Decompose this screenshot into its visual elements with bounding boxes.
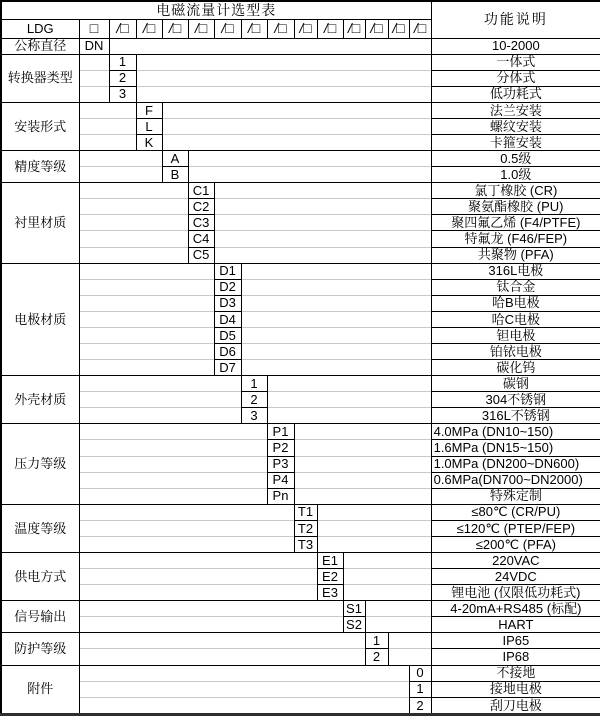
empty-cell	[79, 215, 188, 231]
function-cell: 哈B电极	[431, 295, 600, 311]
code-cell: A	[162, 151, 188, 167]
empty-cell	[79, 247, 188, 263]
code-cell: D5	[214, 327, 241, 343]
empty-cell	[294, 424, 431, 440]
empty-cell	[79, 343, 214, 359]
table-title: 电磁流量计选型表	[1, 1, 431, 19]
empty-cell	[214, 231, 431, 247]
empty-cell	[79, 536, 294, 552]
empty-cell	[188, 151, 431, 167]
category-cell: 外壳材质	[1, 376, 79, 424]
code-cell: 3	[241, 408, 267, 424]
code-cell: S2	[343, 617, 365, 633]
model-slot-checkbox-icon: /□	[317, 19, 343, 38]
function-cell: HART	[431, 617, 600, 633]
empty-cell	[79, 585, 317, 601]
function-cell: 卡箍安装	[431, 134, 600, 150]
code-cell: D7	[214, 360, 241, 376]
code-cell: 2	[409, 697, 431, 714]
code-cell: P1	[267, 424, 294, 440]
category-cell: 温度等级	[1, 504, 79, 552]
code-cell: F	[136, 102, 162, 118]
code-cell: 1	[409, 681, 431, 697]
model-prefix: LDG	[1, 19, 79, 38]
category-cell: 衬里材质	[1, 183, 79, 263]
empty-cell	[241, 311, 431, 327]
function-cell: 一体式	[431, 54, 600, 70]
function-cell: 1.6MPa (DN15~150)	[431, 440, 600, 456]
model-slot-checkbox-icon: /□	[267, 19, 294, 38]
selection-table-body	[1, 1, 600, 715]
empty-cell	[79, 183, 188, 199]
empty-cell	[79, 54, 109, 70]
code-cell: 2	[109, 70, 136, 86]
empty-cell	[365, 617, 431, 633]
code-cell: DN	[79, 38, 109, 54]
empty-cell	[79, 279, 214, 295]
empty-cell	[162, 134, 431, 150]
function-cell: 0.6MPa(DN700~DN2000)	[431, 472, 600, 488]
empty-cell	[79, 488, 267, 504]
function-cell: 分体式	[431, 70, 600, 86]
empty-cell	[388, 633, 431, 649]
empty-cell	[79, 134, 136, 150]
function-cell: 220VAC	[431, 553, 600, 569]
code-cell: T2	[294, 520, 317, 536]
empty-cell	[214, 215, 431, 231]
empty-cell	[317, 536, 431, 552]
model-slot-checkbox-icon: /□	[294, 19, 317, 38]
model-slot-checkbox-icon: /□	[409, 19, 431, 38]
model-slot-checkbox-icon: /□	[241, 19, 267, 38]
model-slot-checkbox-icon: /□	[136, 19, 162, 38]
code-cell: Pn	[267, 488, 294, 504]
code-cell: D3	[214, 295, 241, 311]
category-cell: 信号输出	[1, 601, 79, 633]
function-cell: 刮刀电极	[431, 697, 600, 714]
empty-cell	[294, 456, 431, 472]
function-cell: 钛合金	[431, 279, 600, 295]
empty-cell	[294, 440, 431, 456]
empty-cell	[188, 167, 431, 183]
empty-cell	[79, 263, 214, 279]
empty-cell	[136, 86, 431, 102]
function-cell: 螺纹安装	[431, 118, 600, 134]
function-cell: 1.0级	[431, 167, 600, 183]
empty-cell	[79, 472, 267, 488]
function-cell: 4.0MPa (DN10~150)	[431, 424, 600, 440]
code-cell: S1	[343, 601, 365, 617]
function-cell: 铂铱电极	[431, 343, 600, 359]
function-cell: 钽电极	[431, 327, 600, 343]
model-slot-checkbox-icon: /□	[365, 19, 388, 38]
code-cell: 0	[409, 665, 431, 681]
code-cell: C3	[188, 215, 214, 231]
code-cell: C1	[188, 183, 214, 199]
category-cell: 防护等级	[1, 633, 79, 665]
empty-cell	[79, 665, 409, 681]
model-checkbox-icon: □	[79, 19, 109, 38]
function-cell: 4-20mA+RS485 (标配)	[431, 601, 600, 617]
code-cell: C4	[188, 231, 214, 247]
empty-cell	[79, 231, 188, 247]
code-cell: D1	[214, 263, 241, 279]
empty-cell	[294, 472, 431, 488]
empty-cell	[79, 86, 109, 102]
function-cell: ≤80℃ (CR/PU)	[431, 504, 600, 520]
code-cell: L	[136, 118, 162, 134]
empty-cell	[267, 376, 431, 392]
empty-cell	[241, 360, 431, 376]
empty-cell	[162, 118, 431, 134]
function-cell: 碳钢	[431, 376, 600, 392]
empty-cell	[79, 681, 409, 697]
category-cell: 压力等级	[1, 424, 79, 504]
model-slot-checkbox-icon: /□	[162, 19, 188, 38]
empty-cell	[214, 247, 431, 263]
function-cell: 不接地	[431, 665, 600, 681]
category-cell: 附件	[1, 665, 79, 714]
function-cell: 锂电池 (仅限低功耗式)	[431, 585, 600, 601]
model-slot-checkbox-icon: /□	[188, 19, 214, 38]
function-cell: 聚氨酯橡胶 (PU)	[431, 199, 600, 215]
code-cell: T1	[294, 504, 317, 520]
empty-cell	[136, 54, 431, 70]
model-slot-checkbox-icon: /□	[388, 19, 409, 38]
empty-cell	[317, 520, 431, 536]
empty-cell	[79, 360, 214, 376]
code-cell: C2	[188, 199, 214, 215]
function-cell: 共聚物 (PFA)	[431, 247, 600, 263]
empty-cell	[241, 279, 431, 295]
empty-cell	[343, 569, 431, 585]
empty-cell	[388, 649, 431, 665]
empty-cell	[79, 392, 241, 408]
code-cell: B	[162, 167, 188, 183]
code-cell: C5	[188, 247, 214, 263]
category-cell: 转换器类型	[1, 54, 79, 102]
function-cell: IP65	[431, 633, 600, 649]
empty-cell	[79, 102, 136, 118]
empty-cell	[79, 408, 241, 424]
empty-cell	[79, 601, 343, 617]
function-cell: 聚四氟乙烯 (F4/PTFE)	[431, 215, 600, 231]
empty-cell	[162, 102, 431, 118]
function-cell: 特殊定制	[431, 488, 600, 504]
category-cell: 电极材质	[1, 263, 79, 376]
empty-cell	[79, 697, 409, 714]
code-cell: E2	[317, 569, 343, 585]
category-cell: 供电方式	[1, 553, 79, 601]
empty-cell	[267, 408, 431, 424]
empty-cell	[79, 151, 162, 167]
empty-cell	[79, 424, 267, 440]
empty-cell	[343, 553, 431, 569]
function-cell: 316L不锈钢	[431, 408, 600, 424]
empty-cell	[343, 585, 431, 601]
function-column-header: 功能说明	[431, 1, 600, 38]
empty-cell	[241, 263, 431, 279]
empty-cell	[79, 553, 317, 569]
empty-cell	[317, 504, 431, 520]
function-cell: 316L电极	[431, 263, 600, 279]
code-cell: D6	[214, 343, 241, 359]
empty-cell	[79, 520, 294, 536]
function-cell: ≤200℃ (PFA)	[431, 536, 600, 552]
empty-cell	[79, 327, 214, 343]
function-cell: 1.0MPa (DN200~DN600)	[431, 456, 600, 472]
function-cell: 法兰安装	[431, 102, 600, 118]
model-slot-checkbox-icon: /□	[343, 19, 365, 38]
function-cell: 24VDC	[431, 569, 600, 585]
empty-cell	[214, 183, 431, 199]
code-cell: T3	[294, 536, 317, 552]
empty-cell	[365, 601, 431, 617]
code-cell: P4	[267, 472, 294, 488]
empty-cell	[79, 456, 267, 472]
empty-cell	[241, 295, 431, 311]
code-cell: E1	[317, 553, 343, 569]
empty-cell	[79, 569, 317, 585]
code-cell: 2	[365, 649, 388, 665]
empty-cell	[79, 167, 162, 183]
function-cell: ≤120℃ (PTEP/FEP)	[431, 520, 600, 536]
empty-cell	[79, 70, 109, 86]
code-cell: E3	[317, 585, 343, 601]
category-cell: 公称直径	[1, 38, 79, 54]
empty-cell	[241, 327, 431, 343]
model-slot-checkbox-icon: /□	[109, 19, 136, 38]
code-cell: P2	[267, 440, 294, 456]
empty-cell	[79, 199, 188, 215]
code-cell: 2	[241, 392, 267, 408]
function-cell: IP68	[431, 649, 600, 665]
empty-cell	[79, 311, 214, 327]
function-cell: 0.5级	[431, 151, 600, 167]
empty-cell	[267, 392, 431, 408]
empty-cell	[241, 343, 431, 359]
empty-cell	[79, 504, 294, 520]
function-cell: 特氟龙 (F46/FEP)	[431, 231, 600, 247]
empty-cell	[214, 199, 431, 215]
empty-cell	[79, 649, 365, 665]
function-cell: 304不锈钢	[431, 392, 600, 408]
function-cell: 接地电极	[431, 681, 600, 697]
category-cell: 精度等级	[1, 151, 79, 183]
function-cell: 10-2000	[431, 38, 600, 54]
empty-cell	[79, 633, 365, 649]
empty-cell	[136, 70, 431, 86]
empty-cell	[79, 617, 343, 633]
code-cell: 1	[109, 54, 136, 70]
code-cell: P3	[267, 456, 294, 472]
function-cell: 低功耗式	[431, 86, 600, 102]
empty-cell	[79, 440, 267, 456]
code-cell: 1	[241, 376, 267, 392]
function-cell: 氯丁橡胶 (CR)	[431, 183, 600, 199]
model-slot-checkbox-icon: /□	[214, 19, 241, 38]
code-cell: D2	[214, 279, 241, 295]
empty-cell	[79, 295, 214, 311]
empty-cell	[294, 488, 431, 504]
empty-cell	[109, 38, 431, 54]
code-cell: K	[136, 134, 162, 150]
category-cell: 安装形式	[1, 102, 79, 150]
code-cell: 1	[365, 633, 388, 649]
function-cell: 哈C电极	[431, 311, 600, 327]
function-cell: 碳化钨	[431, 360, 600, 376]
empty-cell	[79, 118, 136, 134]
code-cell: 3	[109, 86, 136, 102]
code-cell: D4	[214, 311, 241, 327]
empty-cell	[79, 376, 241, 392]
